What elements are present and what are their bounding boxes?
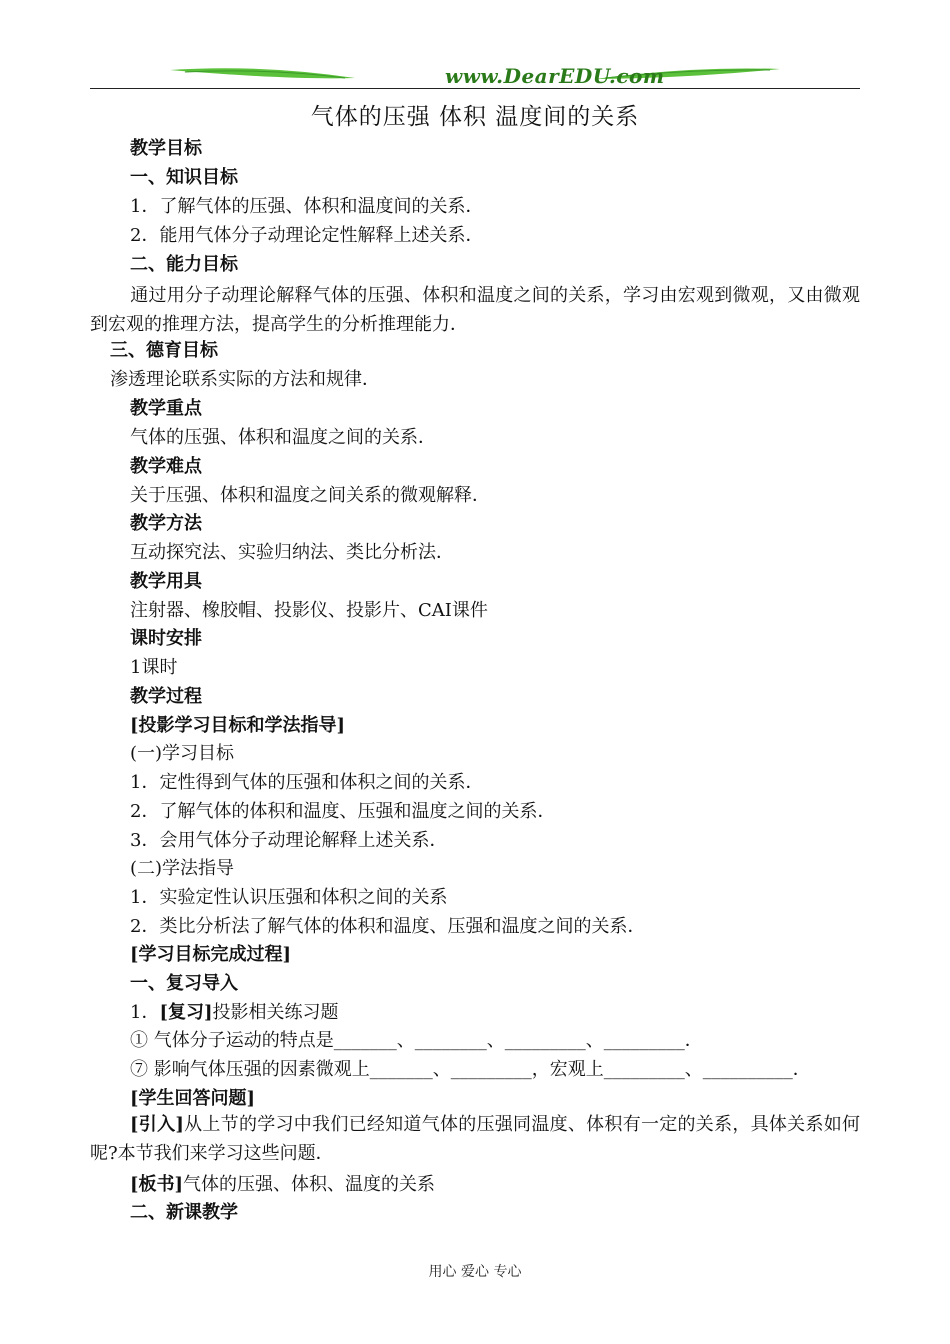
line-text: 投影相关练习题 — [212, 1002, 339, 1023]
section-heading: 教学目标 — [130, 138, 202, 159]
section-heading: 二、新课教学 — [130, 1202, 238, 1223]
text-line: 2．了解气体的体积和温度、压强和温度之间的关系． — [130, 801, 556, 822]
section-heading: 三、德育目标 — [110, 340, 218, 361]
section-heading: 教学方法 — [130, 513, 202, 534]
text-line — [130, 1001, 339, 1025]
text-line: 气体的压强、体积和温度之间的关系． — [130, 427, 436, 448]
page-footer: 用心 爱心 专心 — [428, 1264, 522, 1280]
section-heading: [学生回答问题] — [130, 1088, 256, 1109]
text-line: 1．了解气体的压强、体积和温度间的关系． — [130, 196, 484, 217]
text-line: ⑦ 影响气体压强的因素微观上_______、_________，宏观上_________、__________． — [130, 1059, 811, 1080]
section-heading: [投影学习目标和学法指导] — [130, 715, 346, 736]
text-line: 1课时 — [130, 657, 178, 678]
text-line: 注射器、橡胶帽、投影仪、投影片、CAI课件 — [130, 600, 488, 621]
bold-tag: [复习] — [159, 1002, 213, 1023]
text-line: ① 气体分子运动的特点是_______、________、_________、_________． — [130, 1030, 703, 1051]
text-line — [130, 1173, 435, 1197]
paragraph-text: 通过用分子动理论解释气体的压强、体积和温度之间的关系，学习由宏观到微观，又由微观到宏观的推理方法，提高学生的分析推理能力． — [90, 285, 860, 335]
section-heading: [学习目标完成过程] — [130, 944, 292, 965]
bold-tag: [板书] — [130, 1174, 184, 1195]
section-heading: 教学过程 — [130, 686, 202, 707]
header-divider — [90, 88, 860, 89]
text-line: (一)学习目标 — [130, 743, 235, 764]
text-line: 互动探究法、实验归纳法、类比分析法． — [130, 542, 454, 563]
text-line: 1．定性得到气体的压强和体积之间的关系． — [130, 772, 484, 793]
section-heading: 教学难点 — [130, 456, 202, 477]
line-prefix: 1． — [130, 1002, 160, 1023]
paragraph — [90, 281, 860, 339]
text-line: 渗透理论联系实际的方法和规律． — [110, 369, 380, 390]
text-line: 2．类比分析法了解气体的体积和温度、压强和温度之间的关系． — [130, 916, 646, 937]
site-logo: www.DearEDU.com — [445, 64, 665, 88]
paragraph-text: 从上节的学习中我们已经知道气体的压强同温度、体积有一定的关系，具体关系如何呢?本节我们来学习这些问题． — [90, 1114, 860, 1164]
section-heading: 教学重点 — [130, 398, 202, 419]
line-text: 气体的压强、体积、温度的关系 — [183, 1174, 436, 1195]
text-line: 3．会用气体分子动理论解释上述关系． — [130, 830, 448, 851]
bold-tag: [引入] — [130, 1114, 184, 1135]
text-line: (二)学法指导 — [130, 858, 235, 879]
section-heading: 课时安排 — [130, 628, 202, 649]
text-line: 1．实验定性认识压强和体积之间的关系 — [130, 887, 448, 908]
section-heading: 教学用具 — [130, 571, 202, 592]
section-heading: 二、能力目标 — [130, 254, 238, 275]
document-title: 气体的压强 体积 温度间的关系 — [310, 104, 640, 130]
page-header — [90, 60, 860, 90]
section-heading: 一、复习导入 — [130, 973, 238, 994]
paragraph — [90, 1110, 860, 1168]
text-line: 关于压强、体积和温度之间关系的微观解释． — [130, 485, 490, 506]
text-line: 2．能用气体分子动理论定性解释上述关系． — [130, 225, 484, 246]
section-heading: 一、知识目标 — [130, 167, 238, 188]
